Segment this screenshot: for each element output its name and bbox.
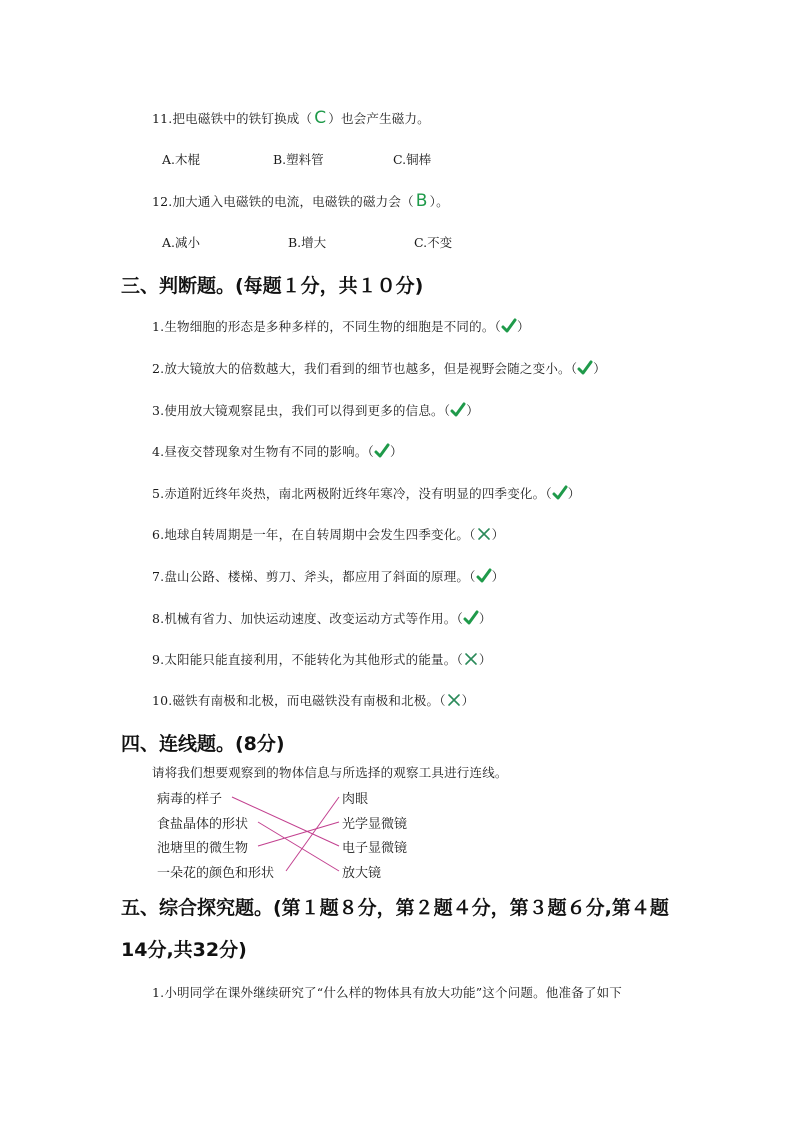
true-false-text: 1.生物细胞的形态是多种多样的，不同生物的细胞是不同的。 bbox=[152, 319, 495, 334]
answer-paren-close: ） bbox=[466, 403, 479, 418]
matching-right-item: 光学显微镜 bbox=[342, 817, 408, 832]
q11-option-a: A.木棍 bbox=[162, 152, 201, 167]
matching-right-item: 电子显微镜 bbox=[342, 841, 408, 856]
section-5-heading-line1: 五、综合探究题。(第１题８分，第２题４分，第３题６分,第４题 bbox=[121, 897, 669, 919]
matching-left-item: 食盐晶体的形状 bbox=[157, 817, 249, 832]
question-11-answer: C bbox=[314, 108, 327, 128]
answer-paren-close: ） bbox=[461, 693, 475, 708]
true-false-text: 9.太阳能只能直接利用，不能转化为其他形式的能量。 bbox=[152, 652, 457, 667]
section-4-heading: 四、连线题。(8分) bbox=[121, 733, 285, 755]
matching-left-item: 池塘里的微生物 bbox=[157, 841, 249, 856]
q11-option-c: C.铜棒 bbox=[393, 152, 432, 167]
answer-paren-open: （ bbox=[456, 652, 463, 667]
answer-paren-close: ） bbox=[478, 611, 492, 626]
answer-paren-open: （ bbox=[469, 527, 476, 542]
answer-paren-close: ） bbox=[491, 527, 505, 542]
answer-paren-close: ） bbox=[389, 444, 403, 459]
question-12-suffix: ）。 bbox=[429, 194, 449, 209]
answer-paren-close: ） bbox=[593, 361, 606, 376]
answer-paren-open: （ bbox=[443, 403, 451, 418]
true-false-text: 5.赤道附近终年炎热，南北两极附近终年寒冷，没有明显的四季变化。 bbox=[152, 486, 546, 501]
true-false-text: 8.机械有省力、加快运动速度、改变运动方式等作用。 bbox=[152, 611, 457, 626]
answer-paren-open: （ bbox=[367, 444, 374, 459]
answer-paren-open: （ bbox=[545, 486, 552, 501]
true-false-text: 2.放大镜放大的倍数越大，我们看到的细节也越多，但是视野会随之变小。 bbox=[152, 361, 571, 376]
question-12-answer: B bbox=[415, 191, 428, 211]
answer-paren-close: ） bbox=[516, 319, 530, 334]
answer-paren-open: （ bbox=[439, 693, 446, 708]
true-false-text: 4.昼夜交替现象对生物有不同的影响。 bbox=[152, 444, 368, 459]
question-12-prefix: 12.加大通入电磁铁的电流，电磁铁的磁力会（ bbox=[152, 194, 414, 209]
true-false-text: 3.使用放大镜观察昆虫，我们可以得到更多的信息。 bbox=[152, 403, 444, 418]
matching-line bbox=[258, 822, 339, 871]
answer-paren-open: （ bbox=[494, 319, 501, 334]
true-false-text: 7.盘山公路、楼梯、剪刀、斧头，都应用了斜面的原理。 bbox=[152, 569, 470, 584]
q12-option-c: C.不变 bbox=[414, 235, 453, 250]
question-11-suffix: ）也会产生磁力。 bbox=[328, 111, 430, 126]
matching-line bbox=[286, 797, 339, 871]
answer-paren-open: （ bbox=[570, 361, 578, 376]
q12-option-a: A.减小 bbox=[162, 235, 201, 250]
q11-option-b: B.塑料管 bbox=[273, 152, 324, 167]
answer-paren-close: ） bbox=[567, 486, 581, 501]
answer-paren-close: ） bbox=[478, 652, 492, 667]
matching-left-item: 一朵花的颜色和形状 bbox=[157, 866, 275, 881]
true-false-text: 10.磁铁有南极和北极，而电磁铁没有南极和北极。 bbox=[152, 693, 440, 708]
matching-right-item: 放大镜 bbox=[342, 866, 382, 881]
section-5-heading-line2: 14分,共32分) bbox=[121, 939, 247, 961]
matching-instruction: 请将我们想要观察到的物体信息与所选择的观察工具进行连线。 bbox=[152, 765, 508, 780]
matching-line bbox=[258, 822, 339, 846]
answer-paren-close: ） bbox=[491, 569, 505, 584]
question-11-prefix: 11.把电磁铁中的铁钉换成（ bbox=[152, 111, 313, 126]
q12-option-b: B.增大 bbox=[288, 235, 327, 250]
matching-right-item: 肉眼 bbox=[342, 792, 369, 807]
section-5-question-1: 1.小明同学在课外继续研究了“什么样的物体具有放大功能”这个问题。他准备了如下 bbox=[152, 985, 623, 1000]
answer-paren-open: （ bbox=[469, 569, 476, 584]
true-false-text: 6.地球自转周期是一年，在自转周期中会发生四季变化。 bbox=[152, 527, 470, 542]
matching-left-item: 病毒的样子 bbox=[157, 792, 223, 807]
answer-paren-open: （ bbox=[456, 611, 463, 626]
section-3-heading: 三、判断题。(每题１分，共１０分) bbox=[121, 275, 424, 297]
